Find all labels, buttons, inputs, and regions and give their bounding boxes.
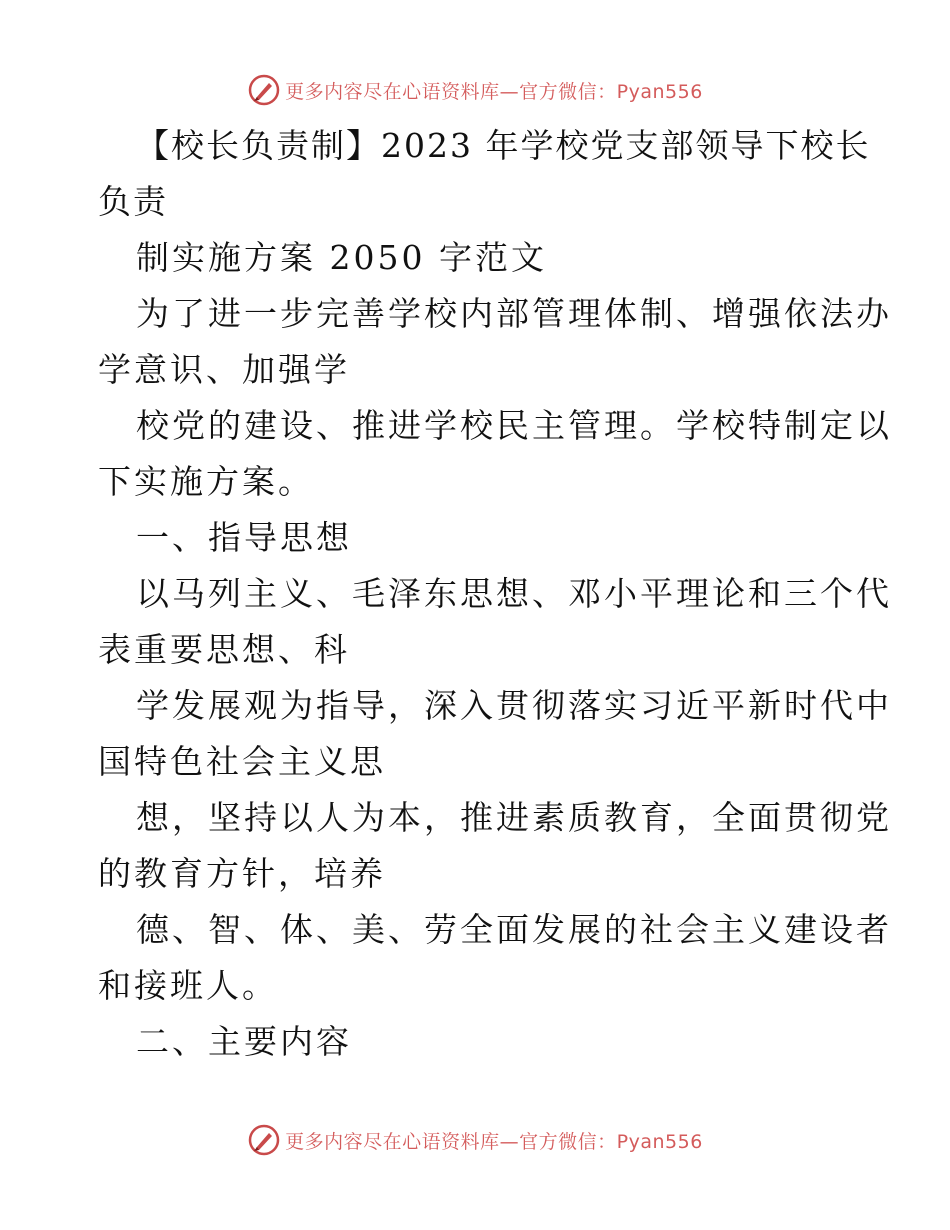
document-body (98, 118, 892, 1070)
paragraph-line: 校党的建设、推进学校民主管理。学校特制定以 (136, 406, 892, 445)
watermark-header (0, 70, 950, 110)
paragraph-line: 以马列主义、毛泽东思想、邓小平理论和三个代 (136, 574, 892, 613)
paragraph-line: 的教育方针，培养 (98, 854, 386, 893)
watermark-footer (0, 1120, 950, 1160)
pen-logo-icon (247, 1123, 281, 1157)
section-heading: 二、主要内容 (136, 1022, 352, 1061)
section-heading: 一、指导思想 (136, 518, 352, 557)
paragraph-line: 德、智、体、美、劳全面发展的社会主义建设者 (136, 910, 892, 949)
paragraph-line: 为了进一步完善学校内部管理体制、增强依法办 (136, 294, 892, 333)
watermark-text: 更多内容尽在心语资料库—官方微信：Pyan556 (285, 1130, 703, 1153)
paragraph-line: 国特色社会主义思 (98, 742, 386, 781)
paragraph-line: 学意识、加强学 (98, 350, 350, 389)
paragraph-line: 下实施方案。 (98, 462, 314, 501)
paragraph-line: 学发展观为指导，深入贯彻落实习近平新时代中 (136, 686, 892, 725)
paragraph-line: 和接班人。 (98, 966, 278, 1005)
paragraph-line: 想，坚持以人为本，推进素质教育，全面贯彻党 (136, 798, 892, 837)
watermark-text: 更多内容尽在心语资料库—官方微信：Pyan556 (285, 80, 703, 103)
document-title-line-3: 制实施方案 2050 字范文 (136, 238, 547, 277)
document-title-line-2: 负责 (98, 182, 168, 221)
paragraph-line: 表重要思想、科 (98, 630, 350, 669)
pen-logo-icon (247, 73, 281, 107)
document-title-line-1: 【校长负责制】2023 年学校党支部领导下校长 (136, 126, 871, 165)
